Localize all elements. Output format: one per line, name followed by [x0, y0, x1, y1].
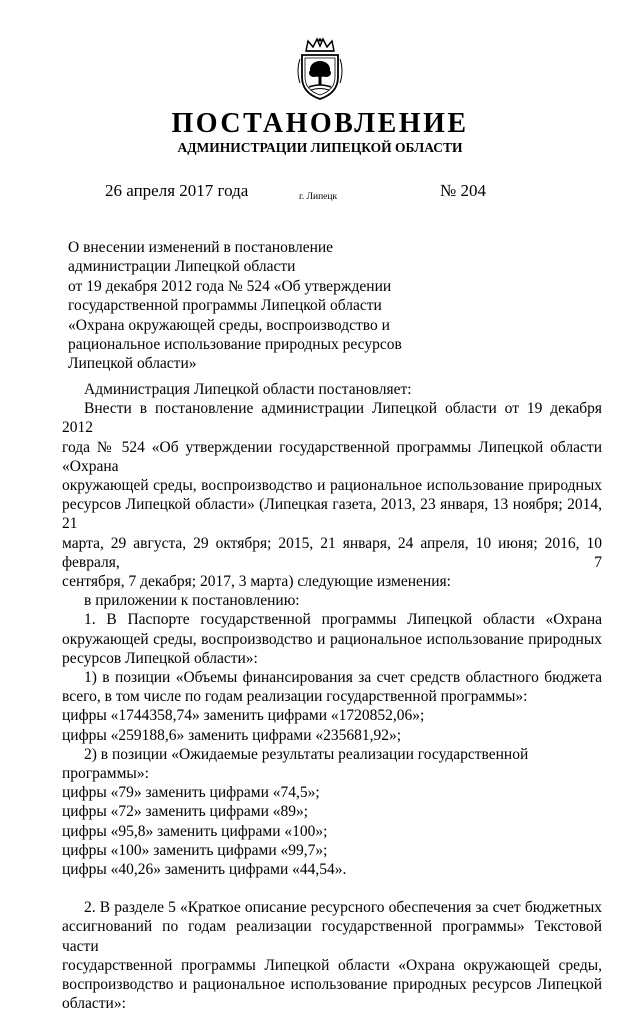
resolution-intro: Администрация Липецкой области постановляет:: [84, 381, 412, 398]
body-line: года № 524 «Об утверждении государственной программы Липецкой области «Охрана: [62, 438, 602, 475]
subject-line: администрации Липецкой области: [68, 258, 296, 276]
body-line: окружающей среды, воспроизводство и рациональное использование природных: [62, 630, 602, 648]
body-line: области»:: [62, 995, 126, 1013]
document-number: № 204: [440, 181, 486, 200]
body-line: 2. В разделе 5 «Краткое описание ресурсного обеспечения за счет бюджетных: [84, 899, 602, 917]
body-line: Внести в постановление администрации Липецкой области от 19 декабря 2012: [62, 400, 602, 437]
body-line: 2) в позиции «Ожидаемые результаты реализации государственной программы»:: [62, 745, 529, 783]
subject-line: «Охрана окружающей среды, воспроизводство и: [68, 316, 390, 334]
replacement-line: цифры «40,26» заменить цифрами «44,54».: [62, 861, 347, 879]
replacement-line: цифры «100» заменить цифрами «99,7»;: [62, 841, 328, 859]
body-line: ассигнований по годам реализации государственной программы» Текстовой части: [62, 918, 602, 955]
document-body: [62, 380, 602, 1014]
replacement-line: цифры «1744358,74» заменить цифрами «1720852,06»;: [62, 707, 425, 725]
subject-line: Липецкой области»: [68, 355, 197, 373]
coat-of-arms-icon: [292, 37, 348, 101]
subject-line: О внесении изменений в постановление: [68, 239, 334, 256]
body-line: марта, 29 августа, 29 октября; 2015, 21 января, 24 апреля, 10 июня; 2016, 10 февраля, 7: [62, 534, 602, 571]
subject-line: государственной программы Липецкой области: [68, 297, 382, 315]
replacement-line: цифры «259188,6» заменить цифрами «235681,92»;: [62, 726, 402, 744]
replacement-line: цифры «95,8» заменить цифрами «100»;: [62, 822, 328, 840]
page-title: ПОСТАНОВЛЕНИЕ: [171, 108, 469, 139]
subject-line: рациональное использование природных ресурсов: [68, 336, 402, 354]
document-date: 26 апреля 2017 года: [105, 181, 249, 200]
page-subtitle: АДМИНИСТРАЦИИ ЛИПЕЦКОЙ ОБЛАСТИ: [177, 140, 463, 155]
body-line: всего, в том числе по годам реализации государственной программы»:: [62, 688, 528, 706]
body-line: 1. В Паспорте государственной программы Липецкой области «Охрана: [84, 611, 602, 629]
replacement-line: цифры «79» заменить цифрами «74,5»;: [62, 784, 320, 802]
document-city: г. Липецк: [299, 192, 338, 202]
body-line: окружающей среды, воспроизводство и рациональное использование природных: [62, 477, 602, 495]
body-line: в приложении к постановлению:: [84, 592, 300, 610]
body-line: государственной программы Липецкой области «Охрана окружающей среды,: [62, 956, 602, 974]
paragraph-gap: [62, 879, 602, 898]
body-line: ресурсов Липецкой области» (Липецкая газета, 2013, 23 января, 13 ноября; 2014, 21: [62, 496, 602, 533]
body-line: воспроизводство и рациональное использование природных ресурсов Липецкой: [62, 976, 602, 994]
body-line: сентября, 7 декабря; 2017, 3 марта) следующие изменения:: [62, 573, 451, 591]
body-line: ресурсов Липецкой области»:: [62, 649, 258, 667]
replacement-line: цифры «72» заменить цифрами «89»;: [62, 803, 309, 821]
subject-line: от 19 декабря 2012 года № 524 «Об утверждении: [68, 277, 392, 295]
body-line: 1) в позиции «Объемы финансирования за счет средств областного бюджета: [84, 669, 602, 687]
document-subject: [68, 238, 448, 374]
